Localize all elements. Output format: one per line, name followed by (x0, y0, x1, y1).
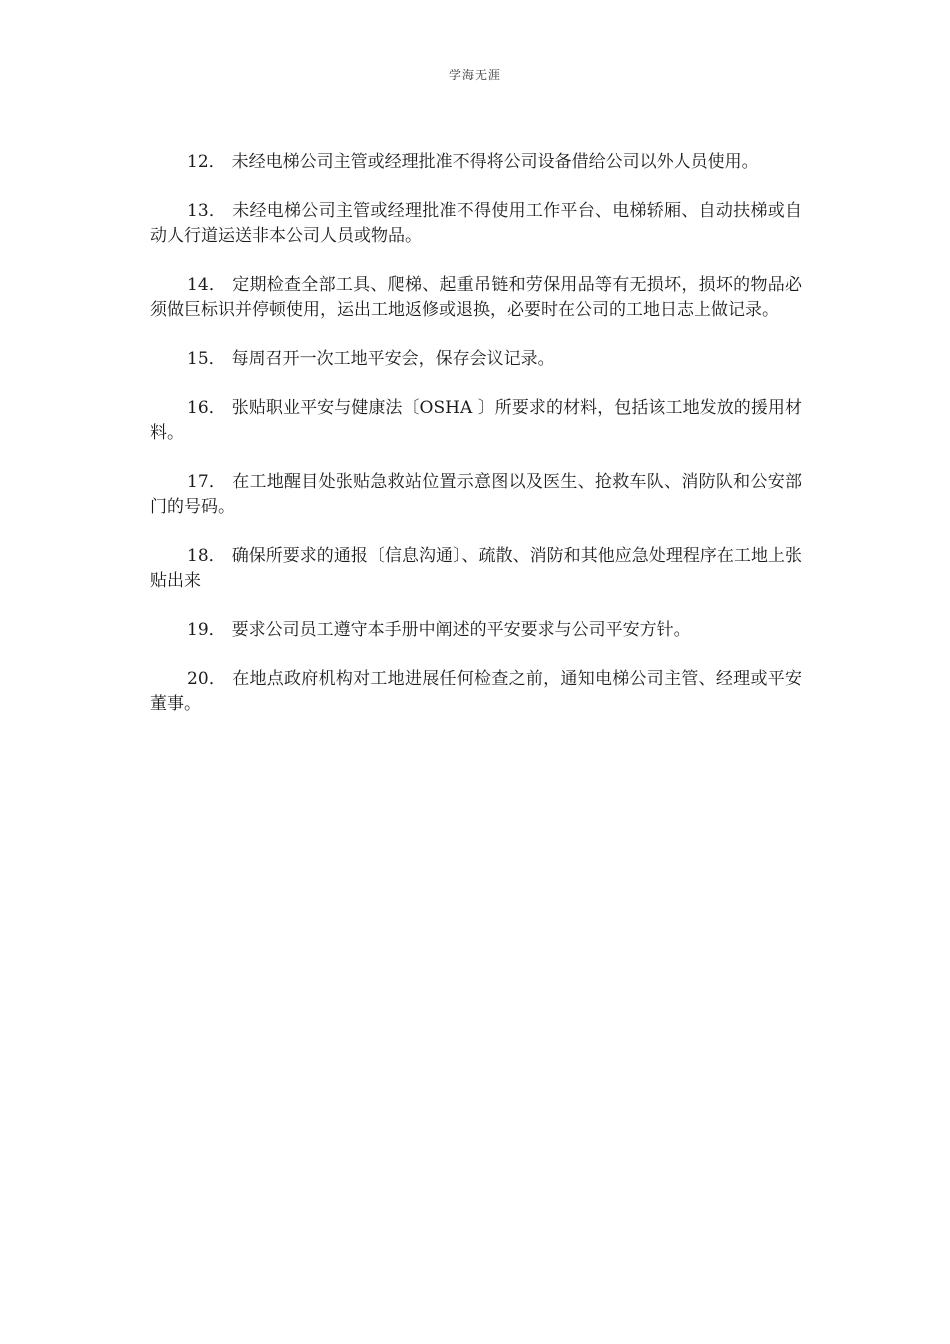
page-header-title: 学海无涯 (448, 68, 501, 82)
item-number: 17． (187, 472, 227, 492)
list-item (150, 470, 802, 520)
item-text: 在地点政府机构对工地进展任何检查之前，通知电梯公司主管、经理或平安董事。 (150, 669, 802, 714)
item-text: 未经电梯公司主管或经理批准不得将公司设备借给公司以外人员使用。 (231, 152, 759, 172)
list-item (150, 396, 802, 446)
item-number: 19． (187, 620, 226, 640)
item-text: 在工地醒目处张贴急救站位置示意图以及医生、抢救车队、消防队和公安部门的号码。 (150, 472, 802, 517)
item-number: 14． (187, 275, 227, 295)
item-text: 未经电梯公司主管或经理批准不得使用工作平台、电梯轿厢、自动扶梯或自动人行道运送非本公司人员或物品。 (150, 201, 802, 246)
list-item (150, 667, 802, 717)
item-text: 张贴职业平安与健康法〔OSHA 〕所要求的材料，包括该工地发放的援用材料。 (150, 398, 802, 443)
item-number: 18． (187, 546, 226, 566)
item-number: 12． (187, 152, 226, 172)
list-item (150, 544, 802, 594)
item-text: 定期检查全部工具、爬梯、起重吊链和劳保用品等有无损坏，损坏的物品必须做巨标识并停顿使用，运出工地返修或退换，必要时在公司的工地日志上做记录。 (150, 275, 802, 320)
item-number: 16． (187, 398, 226, 418)
item-text: 确保所要求的通报〔信息沟通〕、疏散、消防和其他应急处理程序在工地上张贴出来 (150, 546, 802, 591)
item-number: 13． (187, 201, 227, 221)
list-item (150, 618, 802, 643)
item-number: 20． (187, 669, 227, 689)
document-body (150, 150, 802, 741)
item-number: 15． (187, 349, 226, 369)
item-text: 每周召开一次工地平安会，保存会议记录。 (231, 349, 555, 369)
list-item (150, 273, 802, 323)
item-text: 要求公司员工遵守本手册中阐述的平安要求与公司平安方针。 (231, 620, 691, 640)
list-item (150, 150, 802, 175)
list-item (150, 347, 802, 372)
list-item (150, 199, 802, 249)
